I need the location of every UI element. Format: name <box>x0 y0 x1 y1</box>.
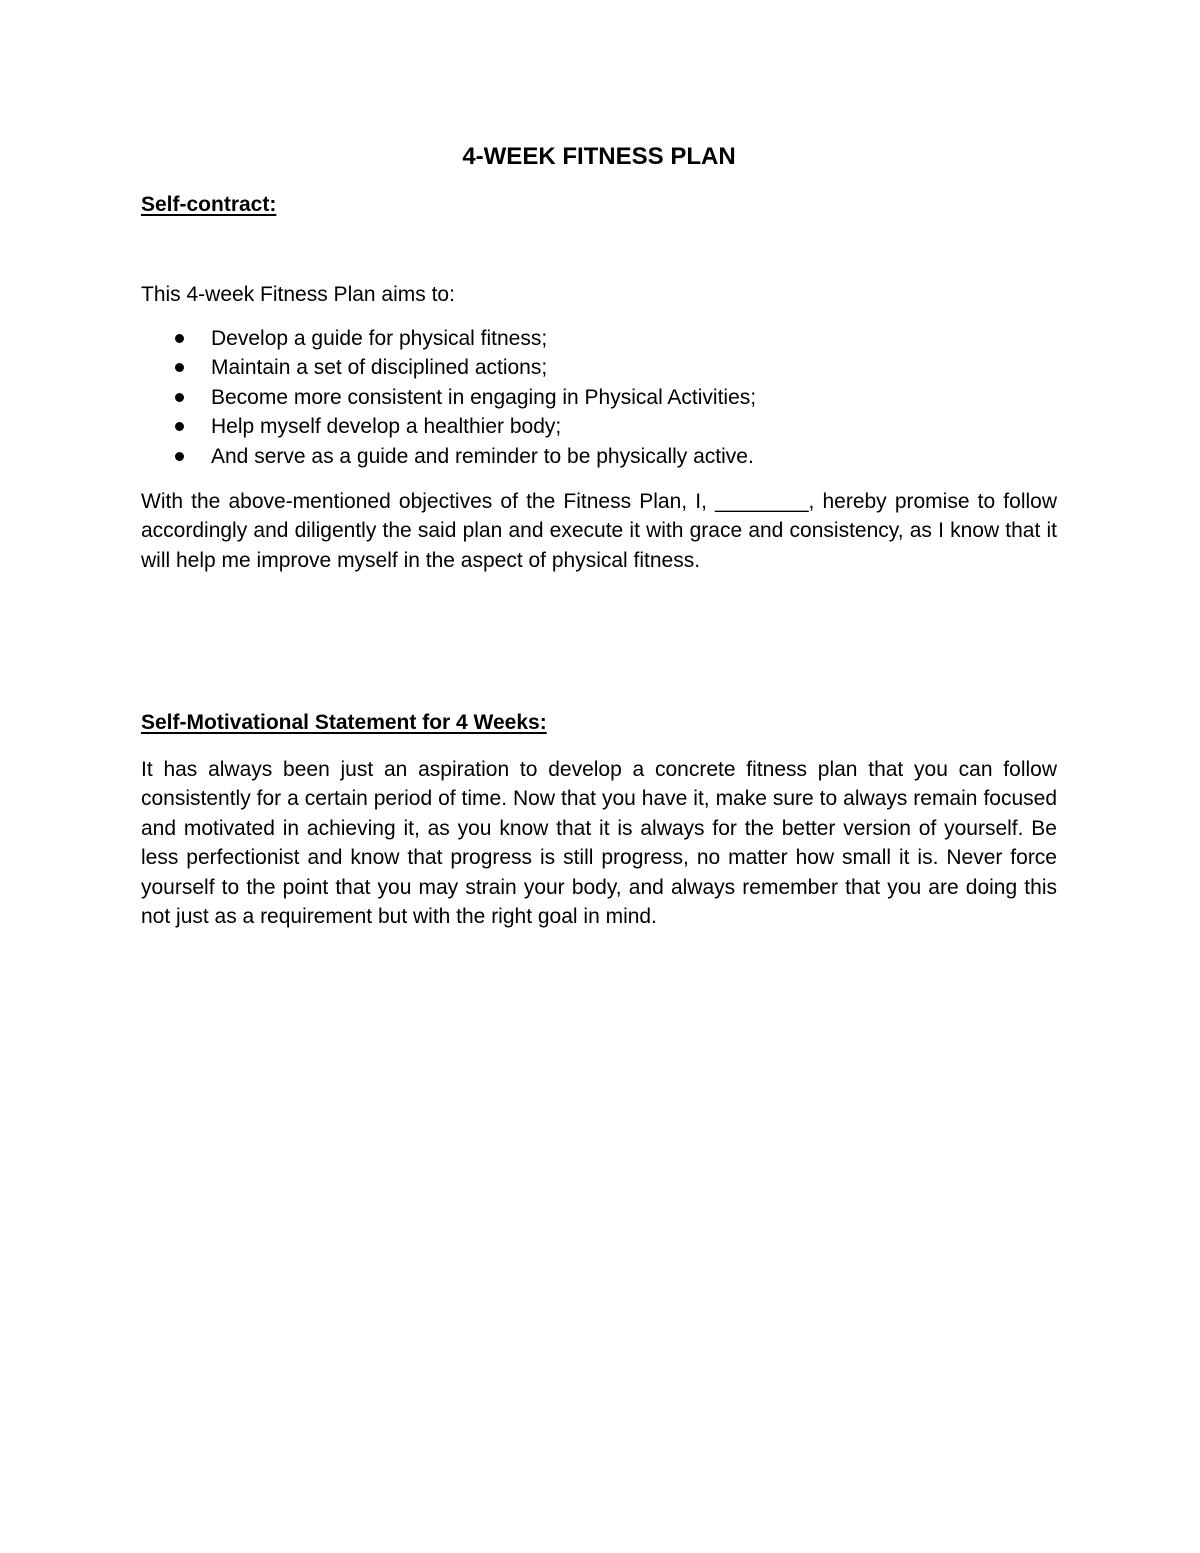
list-item-text: Help myself develop a healthier body; <box>211 415 562 439</box>
list-item <box>141 412 756 441</box>
bullet-icon <box>175 422 184 431</box>
list-item <box>141 353 756 382</box>
motivational-statement-heading: Self-Motivational Statement for 4 Weeks: <box>141 711 547 734</box>
list-item-text: And serve as a guide and reminder to be physically active. <box>211 444 754 468</box>
document-title: 4-WEEK FITNESS PLAN <box>462 143 736 170</box>
bullet-icon <box>175 393 184 402</box>
bullet-icon <box>175 452 184 461</box>
document-page <box>141 0 1057 1553</box>
list-item <box>141 324 756 353</box>
bullet-icon <box>175 363 184 372</box>
self-contract-heading: Self-contract: <box>141 193 277 216</box>
self-contract-paragraph: With the above-mentioned objectives of the Fitness Plan, I, ________, hereby promise to follow accordingly and diligently the said plan and execute it with grace and consistency, as I know that it will help me improve myself in the aspect of physical fitness. <box>141 490 1057 572</box>
bullet-icon <box>175 334 184 343</box>
list-item-text: Become more consistent in engaging in Physical Activities; <box>211 385 757 409</box>
objectives-list <box>141 324 756 471</box>
motivational-statement-paragraph: It has always been just an aspiration to develop a concrete fitness plan that you can follow consistently for a certain period of time. Now that you have it, make sure to always remain focused and motivated in achieving it, as you know that it is always for the better version of yourself. Be less perfectionist and know that progress is still progress, no matter how small it is. Never force yourself to the point that you may strain your body, and always remember that you are doing this not just as a requirement but with the right goal in mind. <box>141 758 1057 929</box>
self-contract-intro: This 4-week Fitness Plan aims to: <box>141 283 455 306</box>
list-item <box>141 383 756 412</box>
list-item <box>141 442 756 471</box>
list-item-text: Develop a guide for physical fitness; <box>211 327 548 350</box>
list-item-text: Maintain a set of disciplined actions; <box>211 356 548 380</box>
